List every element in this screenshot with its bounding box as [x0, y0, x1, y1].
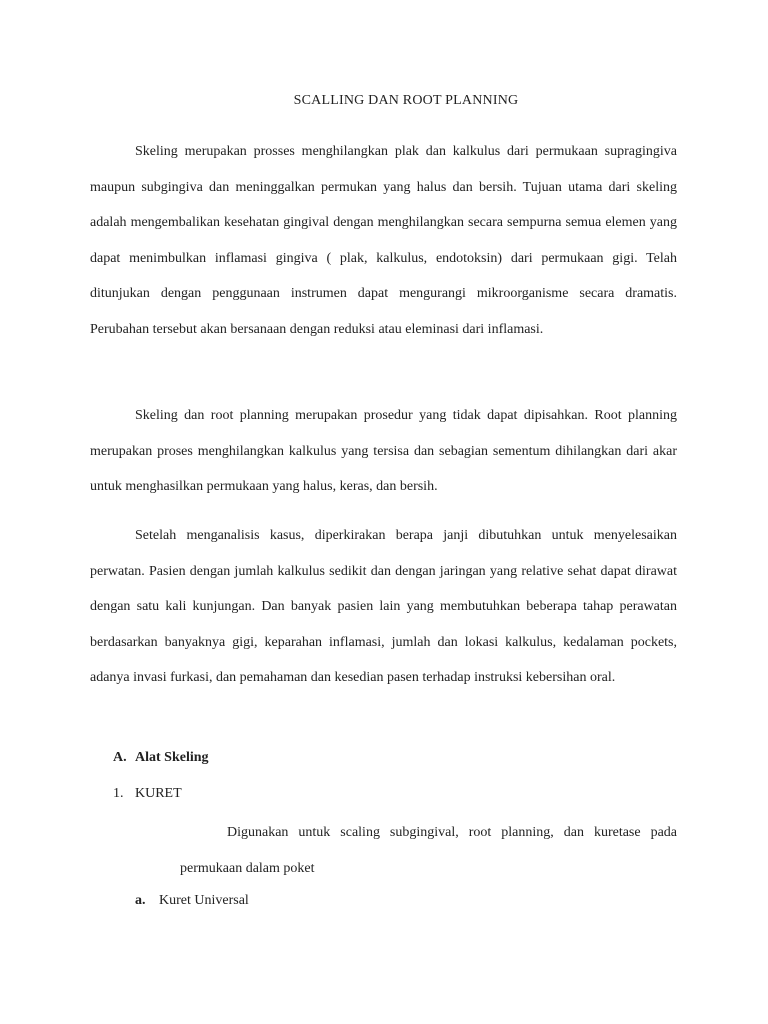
list-item-marker: 1.: [113, 786, 124, 801]
list-item-label: KURET: [135, 786, 182, 801]
section-heading-alat-skeling: [113, 750, 209, 766]
paragraph-root-planning: Skeling dan root planning merupakan prosedur yang tidak dapat dipisahkan. Root planning merupakan proses menghilangkan kalkulus yang tersisa dan sebagian sementum dihilangkan dari akar untuk menghasilkan permukaan yang halus, keras, dan bersih.: [90, 408, 677, 494]
paragraph-case-analysis: Setelah menganalisis kasus, diperkirakan berapa janji dibutuhkan untuk menyelesaikan perwatan. Pasien dengan jumlah kalkulus sedikit dan dengan jaringan yang relative sehat dapat dirawat dengan satu kali kunjungan. Dan banyak pasien lain yang membutuhkan beberapa tahap perawatan berdasarkan banyaknya gigi, keparahan inflamasi, jumlah dan lokasi kalkulus, kedalaman pockets, adanya invasi furkasi, dan pemahaman dan kesedian pasen terhadap instruksi kebersihan oral.: [90, 528, 677, 685]
sub-item-label: Kuret Universal: [159, 893, 249, 908]
document-title: SCALLING DAN ROOT PLANNING: [293, 93, 519, 108]
section-heading-text: Alat Skeling: [135, 750, 209, 765]
sub-item-marker: a.: [135, 893, 146, 908]
paragraph-skeling-definition: Skeling merupakan prosses menghilangkan plak dan kalkulus dari permukaan supragingiva maupun subgingiva dan meninggalkan permukan yang halus dan bersih. Tujuan utama dari skeling adalah mengembalikan kesehatan gingival dengan menghilangkan secara sempurna semua elemen yang dapat menimbulkan inflamasi gingiva ( plak, kalkulus, endotoksin) dari permukaan gigi. Telah ditunjukan dengan penggunaan instrumen dapat mengurangi mikroorganisme secara dramatis. Perubahan tersebut akan bersanaan dengan reduksi atau eleminasi dari inflamasi.: [90, 144, 677, 337]
kuret-description: Digunakan untuk scaling subgingival, root planning, dan kuretase pada permukaan dalam poket: [180, 825, 677, 876]
list-item-kuret: [113, 786, 182, 802]
section-marker: A.: [113, 750, 127, 765]
sub-item-kuret-universal: [135, 893, 249, 909]
